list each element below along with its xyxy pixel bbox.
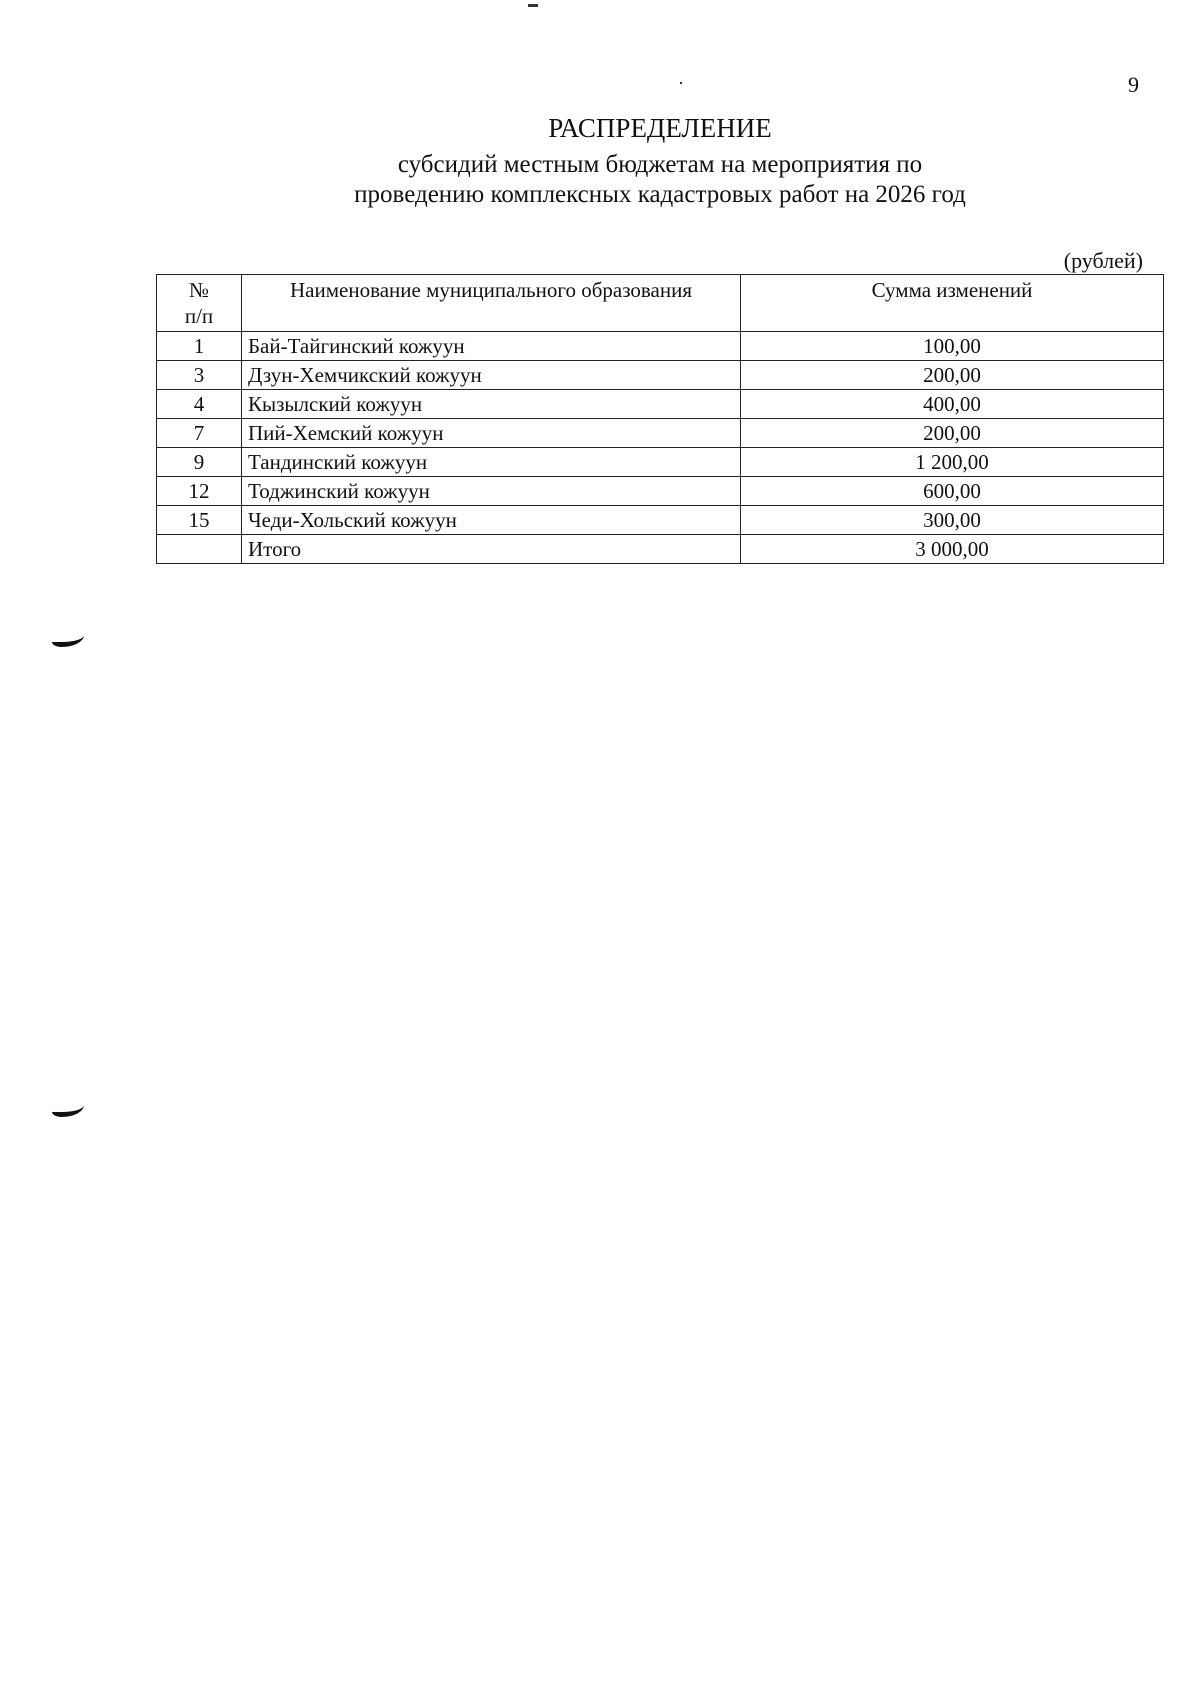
scan-artifact-dot xyxy=(528,4,538,7)
table-total-row xyxy=(157,535,1164,564)
scan-artifact-dot xyxy=(680,82,682,84)
row-name: Тандинский кожуун xyxy=(242,448,741,477)
document-title: РАСПРЕДЕЛЕНИЕ xyxy=(548,113,772,143)
row-sum: 100,00 xyxy=(741,332,1164,361)
page-number: 9 xyxy=(1128,72,1139,97)
total-sum: 3 000,00 xyxy=(741,535,1164,564)
table-row xyxy=(157,419,1164,448)
row-name: Чеди-Хольский кожуун xyxy=(242,506,741,535)
row-name: Кызылский кожуун xyxy=(242,390,741,419)
row-name: Бай-Тайгинский кожуун xyxy=(242,332,741,361)
subtitle-line-2: проведению комплексных кадастровых работ на 2026 год xyxy=(354,181,966,208)
header-number xyxy=(157,275,242,332)
header-name: Наименование муниципального образования xyxy=(242,275,741,332)
subtitle-line-1: субсидий местным бюджетам на мероприятия по xyxy=(397,151,923,178)
units-label: (рублей) xyxy=(1063,248,1143,273)
table-row xyxy=(157,361,1164,390)
table-row xyxy=(157,332,1164,361)
scan-artifact-mark xyxy=(52,1100,84,1117)
scan-artifact-mark xyxy=(52,630,84,647)
row-number: 12 xyxy=(157,477,242,506)
table-row xyxy=(157,390,1164,419)
row-name: Дзун-Хемчикский кожуун xyxy=(242,361,741,390)
row-number: 9 xyxy=(157,448,242,477)
header-sum: Сумма изменений xyxy=(741,275,1164,332)
row-sum: 200,00 xyxy=(741,419,1164,448)
document-subtitle xyxy=(0,150,1200,210)
row-number: 3 xyxy=(157,361,242,390)
row-sum: 200,00 xyxy=(741,361,1164,390)
table-header-row xyxy=(157,275,1164,332)
row-number: 4 xyxy=(157,390,242,419)
total-number xyxy=(157,535,242,564)
row-name: Пий-Хемский кожуун xyxy=(242,419,741,448)
row-number: 1 xyxy=(157,332,242,361)
table-row xyxy=(157,448,1164,477)
row-name: Тоджинский кожуун xyxy=(242,477,741,506)
table-row xyxy=(157,477,1164,506)
header-number-line2: п/п xyxy=(184,304,214,328)
row-sum: 400,00 xyxy=(741,390,1164,419)
row-sum: 300,00 xyxy=(741,506,1164,535)
total-label: Итого xyxy=(242,535,741,564)
header-number-line1: № xyxy=(188,278,210,302)
row-sum: 600,00 xyxy=(741,477,1164,506)
row-number: 7 xyxy=(157,419,242,448)
distribution-table xyxy=(156,274,1164,564)
row-sum: 1 200,00 xyxy=(741,448,1164,477)
row-number: 15 xyxy=(157,506,242,535)
table-row xyxy=(157,506,1164,535)
